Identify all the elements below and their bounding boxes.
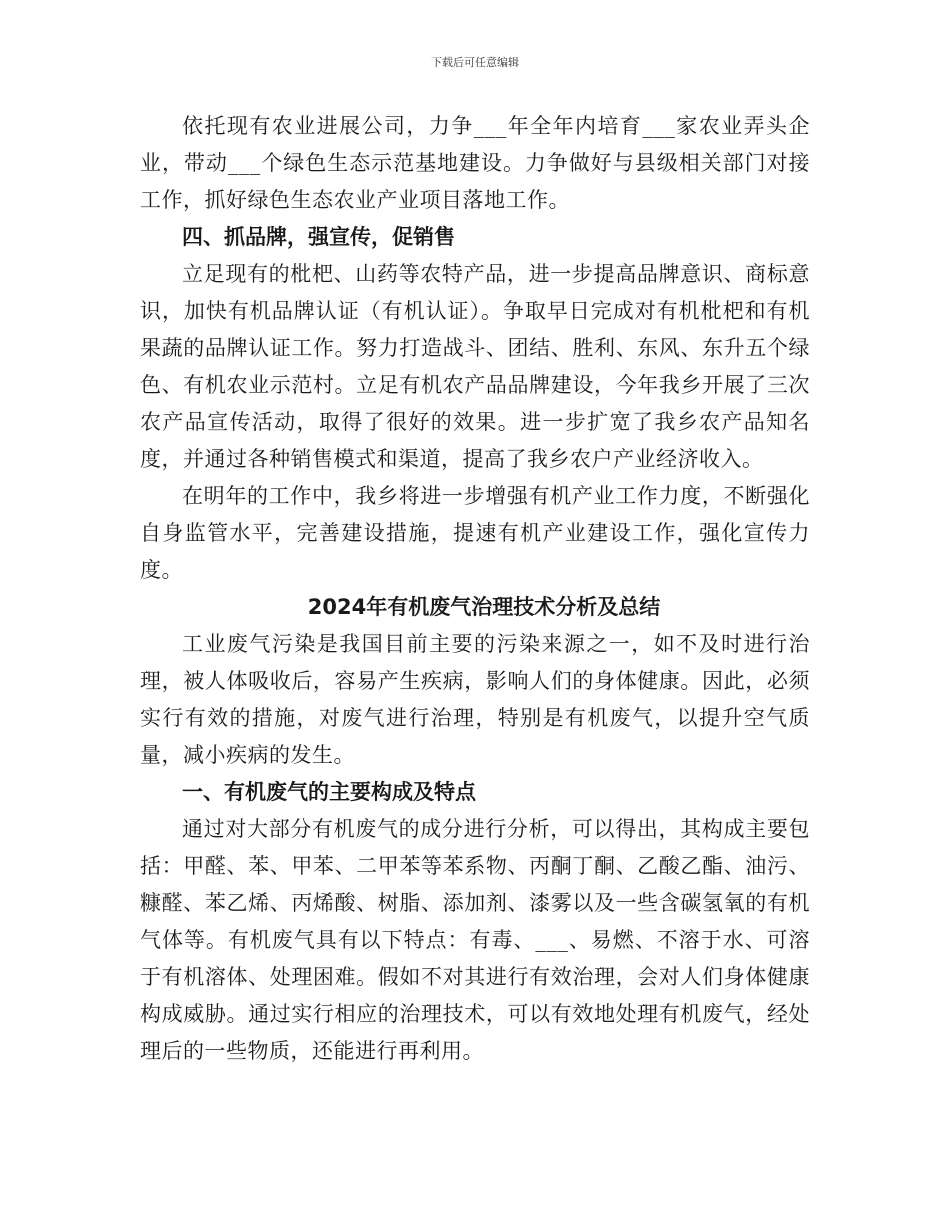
paragraph: 立足现有的枇杷、山药等农特产品，进一步提高品牌意识、商标意识，加快有机品牌认证（有机认证）。争取早日完成对有机枇杷和有机果蔬的品牌认证工作。努力打造战斗、团结、胜利、东风、东升五个绿色、有机农业示范村。立足有机农产品品牌建设，今年我乡开展了三次农产品宣传活动，取得了很好的效果。进一步扩宽了我乡农产品知名度，并通过各种销售模式和渠道，提高了我乡农户产业经济收入。: [140, 262, 810, 471]
document-body: [140, 108, 810, 1070]
paragraph: 在明年的工作中，我乡将进一步增强有机产业工作力度，不断强化自身监管水平，完善建设措施，提速有机产业建设工作，强化宣传力度。: [140, 484, 810, 582]
paragraph: 依托现有农业进展公司，力争___年全年内培育___家农业弄头企业，带动___个绿色生态示范基地建设。力争做好与县级相关部门对接工作，抓好绿色生态农业产业项目落地工作。: [140, 114, 810, 212]
document-title: 2024年有机废气治理技术分析及总结: [307, 595, 661, 619]
paragraph: 工业废气污染是我国目前主要的污染来源之一，如不及时进行治理，被人体吸收后，容易产生疾病，影响人们的身体健康。因此，必须实行有效的措施，对废气进行治理，特别是有机废气，以提升空气质量，减小疾病的发生。: [140, 632, 810, 767]
page-header-note: 下载后可任意编辑: [431, 56, 519, 69]
section-heading: 四、抓品牌，强宣传，促销售: [182, 225, 455, 249]
paragraph: 通过对大部分有机废气的成分进行分析，可以得出，其构成主要包括：甲醛、苯、甲苯、二甲苯等苯系物、丙酮丁酮、乙酸乙酯、油污、糠醛、苯乙烯、丙烯酸、树脂、添加剂、漆雾以及一些含碳氢氧的有机气体等。有机废气具有以下特点：有毒、___、易燃、不溶于水、可溶于有机溶体、处理困难。假如不对其进行有效治理，会对人们身体健康构成威胁。通过实行相应的治理技术，可以有效地处理有机废气，经处理后的一些物质，还能进行再利用。: [140, 817, 810, 1063]
section-heading: 一、有机废气的主要构成及特点: [182, 780, 476, 804]
